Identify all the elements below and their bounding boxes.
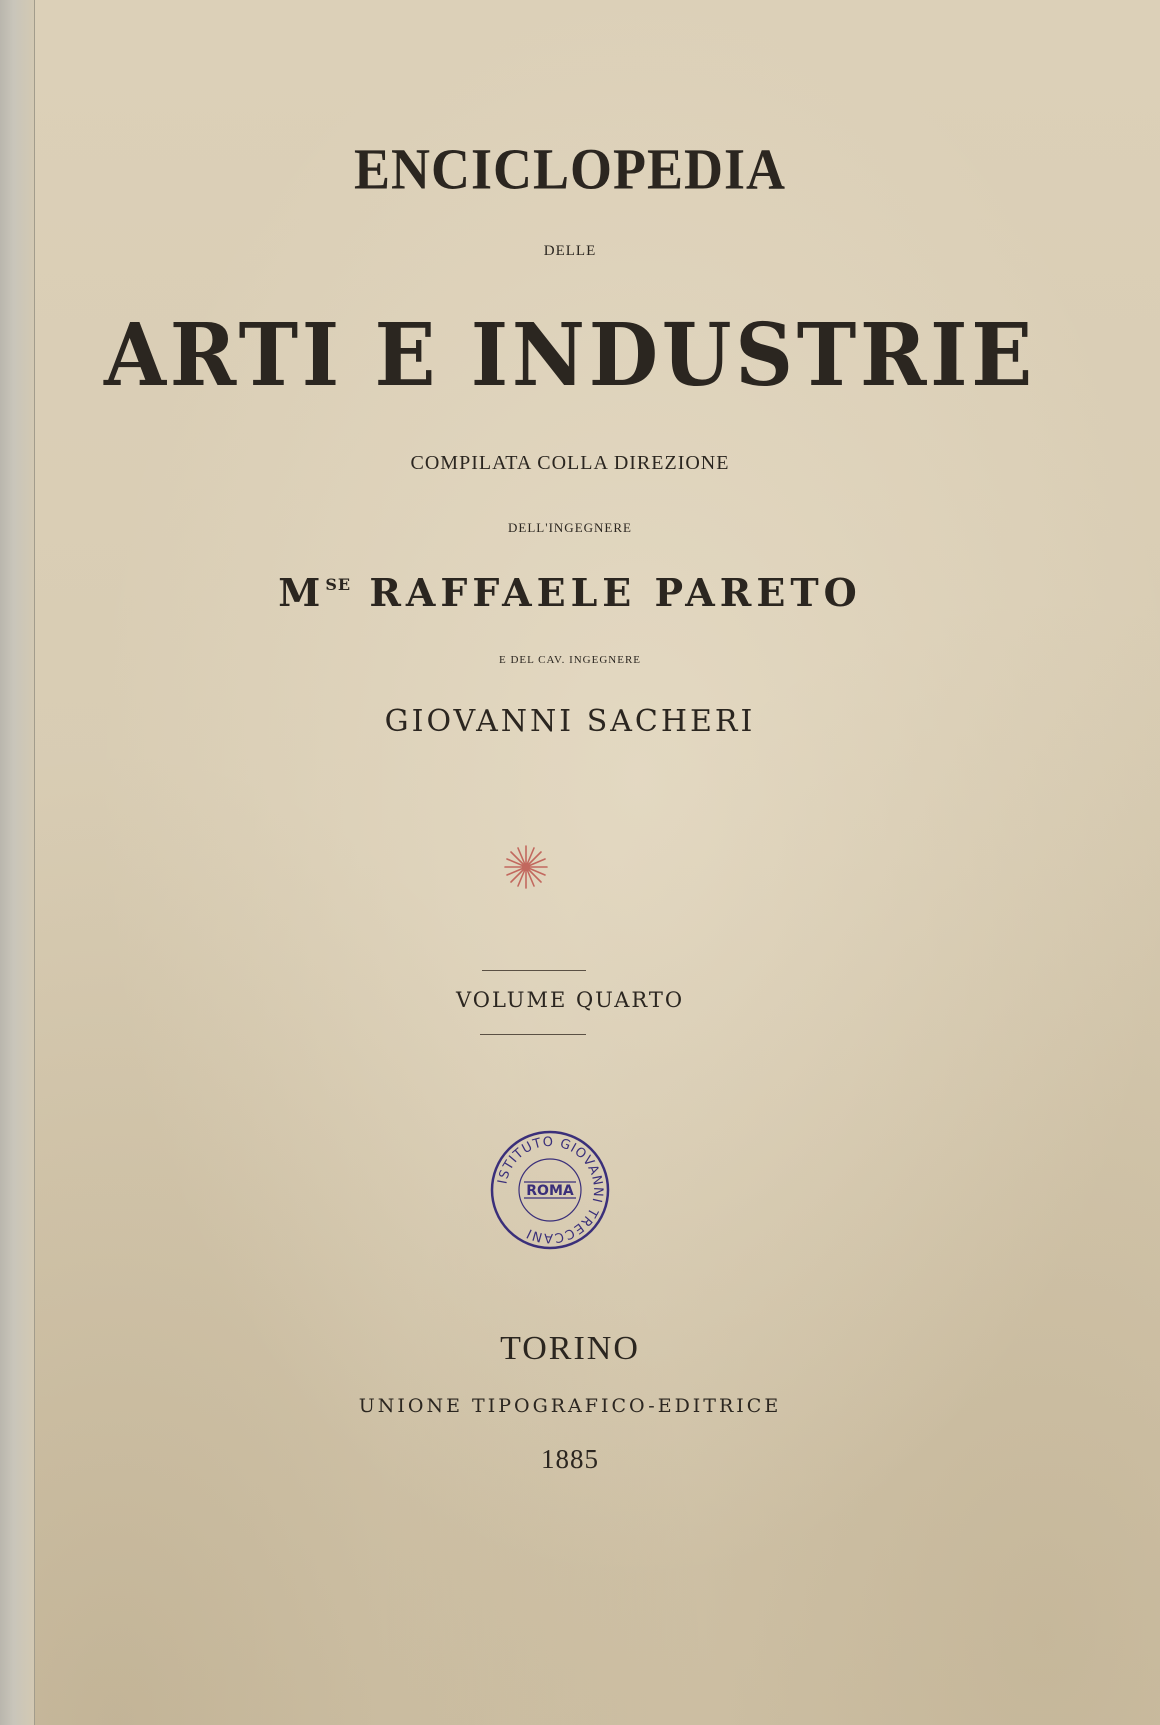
editor-1-prefix-sup: SE (325, 575, 352, 594)
library-stamp-icon (488, 1128, 612, 1252)
stamp-inner-text: ROMA (526, 1183, 574, 1199)
editor-1-prefix: M (278, 570, 326, 615)
by-engineer-line: DELL'INGEGNERE (508, 520, 632, 535)
page-edge (0, 0, 35, 1725)
stamp-ring-text: ISTITUTO GIOVANNI TRECCANI (495, 1134, 606, 1246)
publisher: UNIONE TIPOGRAFICO-EDITRICE (358, 1395, 782, 1417)
city: TORINO (500, 1330, 640, 1367)
rule-bottom (480, 1034, 586, 1035)
title-line-2: ARTI E INDUSTRIE (104, 305, 1036, 406)
rule-top (482, 970, 586, 971)
editor-2: GIOVANNI SACHERI (384, 704, 756, 739)
and-engineer-line: E DEL CAV. INGEGNERE (498, 654, 641, 666)
title-connector: DELLE (543, 243, 597, 259)
volume-label: VOLUME QUARTO (455, 988, 685, 1012)
title-line-1: ENCICLOPEDIA (353, 136, 787, 202)
editor-1-name: RAFFAELE PARETO (369, 570, 862, 615)
compiled-by-line: COMPILATA COLLA DIREZIONE (410, 452, 730, 474)
printers-ornament-icon (501, 842, 551, 892)
editor-1 (40, 570, 1100, 615)
year: 1885 (541, 1444, 599, 1474)
